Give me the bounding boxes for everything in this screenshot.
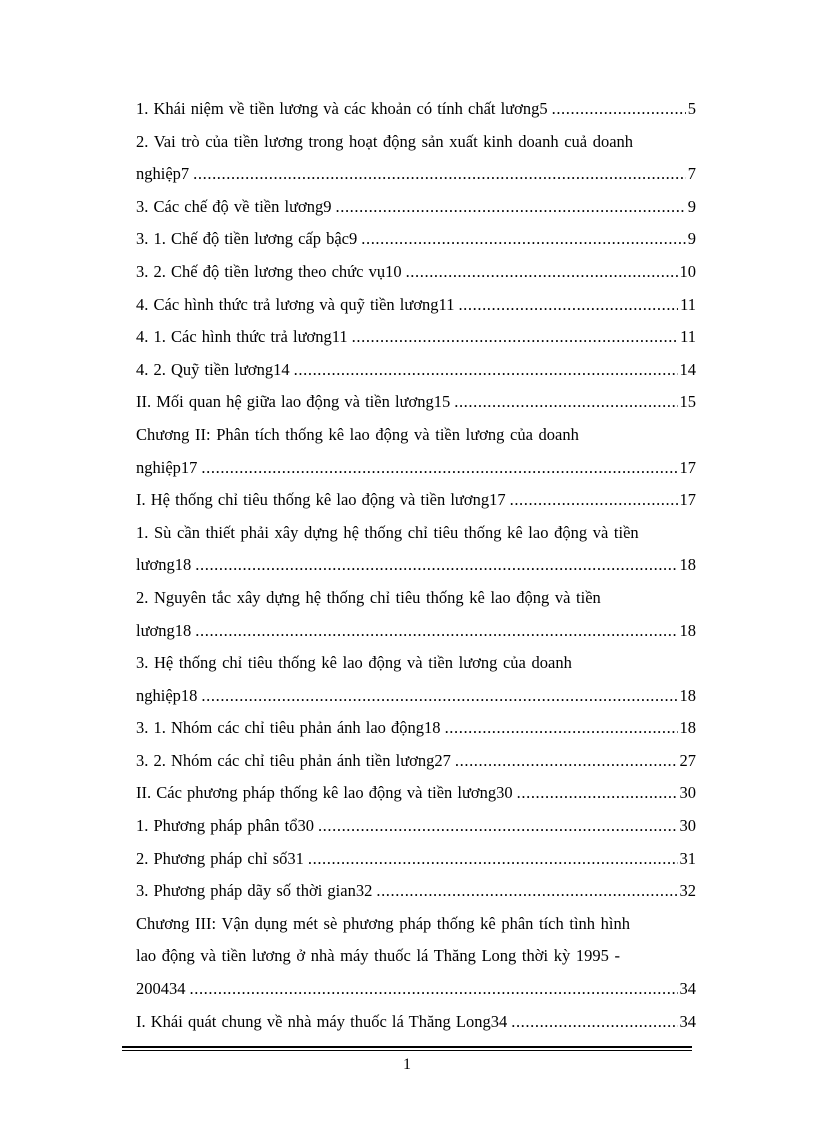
toc-entry-title: lương18 xyxy=(136,555,192,575)
dot-leader xyxy=(201,452,677,485)
toc-page-number: 18 xyxy=(679,685,696,705)
toc-page-number: 18 xyxy=(679,555,696,575)
toc-entry-title: 3. Phương pháp dãy số thời gian32 xyxy=(136,881,373,901)
toc-page-number: 14 xyxy=(679,359,696,379)
dot-leader xyxy=(406,256,678,289)
dot-leader xyxy=(318,810,678,843)
dot-leader xyxy=(201,680,677,713)
toc-page-number: 15 xyxy=(679,392,696,412)
toc-entry[interactable] xyxy=(136,908,696,1006)
toc-entry-title-line: 3. Hệ thống chỉ tiêu thống kê lao động và tiền lương của doanh xyxy=(136,653,572,673)
toc-entry-title-line: 2. Vai trò của tiền lương trong hoạt động sản xuất kinh doanh cuả doanh xyxy=(136,131,634,151)
toc-entry[interactable] xyxy=(136,386,696,419)
toc-entry-title: 1. Phương pháp phân tổ30 xyxy=(136,816,314,836)
toc-entry-title: 3. 1. Chế độ tiền lương cấp bậc9 xyxy=(136,229,358,249)
toc-page-number: 30 xyxy=(679,783,696,803)
toc-page-number: 10 xyxy=(679,261,696,281)
toc-page-number: 31 xyxy=(679,848,696,868)
dot-leader xyxy=(510,484,678,517)
toc-entry-title-line: 1. Sù cần thiết phải xây dựng hệ thống chỉ tiêu thống kê lao động và tiền xyxy=(136,522,639,542)
dot-leader xyxy=(455,745,678,778)
toc-entry-title: 3. 2. Nhóm các chỉ tiêu phản ánh tiền lương27 xyxy=(136,750,451,770)
toc-entry[interactable] xyxy=(136,517,696,582)
toc-entry-title: nghiệp18 xyxy=(136,685,198,705)
toc-entry-title: 3. Các chế độ về tiền lương9 xyxy=(136,196,332,216)
toc-entry[interactable] xyxy=(136,354,696,387)
toc-page-number: 30 xyxy=(679,816,696,836)
toc-entry-title: 4. 2. Quỹ tiền lương14 xyxy=(136,359,290,379)
toc-entry-title: 4. Các hình thức trả lương và quỹ tiền lương11 xyxy=(136,294,455,314)
toc-entry-title: 200434 xyxy=(136,979,186,999)
toc-entry[interactable] xyxy=(136,712,696,745)
toc-page-number: 11 xyxy=(680,294,696,314)
dot-leader xyxy=(193,158,686,191)
toc-entry[interactable] xyxy=(136,256,696,289)
toc-page-number: 9 xyxy=(687,196,696,216)
dot-leader xyxy=(511,1006,677,1039)
toc-entry-title: 2. Phương pháp chỉ số31 xyxy=(136,848,304,868)
toc-entry-title: lương18 xyxy=(136,620,192,640)
toc-entry-title: 1. Khái niệm về tiền lương và các khoản có tính chất lương5 xyxy=(136,99,548,118)
toc-entry[interactable] xyxy=(136,843,696,876)
toc-entry[interactable] xyxy=(136,582,696,647)
toc-page-number: 5 xyxy=(687,99,696,118)
toc-entry[interactable] xyxy=(136,289,696,322)
dot-leader xyxy=(458,289,678,322)
toc-page-number: 32 xyxy=(679,881,696,901)
dot-leader xyxy=(376,875,677,908)
toc-entry-title: 4. 1. Các hình thức trả lương11 xyxy=(136,327,348,347)
page-footer xyxy=(122,1046,692,1074)
table-of-contents xyxy=(136,93,696,1038)
dot-leader xyxy=(195,549,677,582)
toc-entry[interactable] xyxy=(136,1006,696,1039)
dot-leader xyxy=(336,191,686,224)
dot-leader xyxy=(552,93,686,126)
dot-leader xyxy=(517,777,678,810)
dot-leader xyxy=(190,973,678,1006)
toc-entry-title: I. Hệ thống chỉ tiêu thống kê lao động và tiền lương17 xyxy=(136,490,506,510)
dot-leader xyxy=(352,321,678,354)
dot-leader xyxy=(361,223,686,256)
toc-entry-title: I. Khái quát chung về nhà máy thuốc lá Thăng Long34 xyxy=(136,1011,508,1031)
toc-entry[interactable] xyxy=(136,777,696,810)
toc-entry-title: nghiệp17 xyxy=(136,457,198,477)
toc-entry[interactable] xyxy=(136,419,696,484)
toc-entry[interactable] xyxy=(136,191,696,224)
toc-page-number: 34 xyxy=(679,979,696,999)
footer-rule-thin xyxy=(122,1050,692,1051)
dot-leader xyxy=(454,386,677,419)
toc-entry[interactable] xyxy=(136,647,696,712)
toc-page-number: 34 xyxy=(679,1011,696,1031)
toc-entry[interactable] xyxy=(136,223,696,256)
toc-entry[interactable] xyxy=(136,484,696,517)
toc-entry-title: II. Mối quan hệ giữa lao động và tiền lương15 xyxy=(136,392,451,412)
dot-leader xyxy=(308,843,678,876)
toc-entry[interactable] xyxy=(136,126,696,191)
toc-page-number: 9 xyxy=(687,229,696,249)
toc-entry[interactable] xyxy=(136,875,696,908)
toc-page-number: 11 xyxy=(680,327,696,347)
toc-page-number: 7 xyxy=(687,164,696,184)
toc-entry[interactable] xyxy=(136,321,696,354)
dot-leader xyxy=(195,615,677,648)
toc-entry-title: 3. 2. Chế độ tiền lương theo chức vụ10 xyxy=(136,261,402,281)
page-number: 1 xyxy=(403,1056,411,1073)
toc-entry-title: nghiệp7 xyxy=(136,164,190,184)
toc-entry-title-line: 2. Nguyên tắc xây dựng hệ thống chỉ tiêu thống kê lao động và tiền xyxy=(136,587,601,607)
toc-entry-title: II. Các phương pháp thống kê lao động và tiền lương30 xyxy=(136,783,513,803)
toc-page-number: 18 xyxy=(679,718,696,738)
toc-entry-title: 3. 1. Nhóm các chỉ tiêu phản ánh lao động18 xyxy=(136,718,441,738)
toc-page-number: 27 xyxy=(679,750,696,770)
toc-page-number: 17 xyxy=(679,457,696,477)
toc-page-number: 17 xyxy=(679,490,696,510)
toc-entry-title-line: Chương II: Phân tích thống kê lao động và tiền lương của doanh xyxy=(136,424,579,444)
dot-leader xyxy=(445,712,678,745)
toc-entry[interactable] xyxy=(136,93,696,126)
toc-entry[interactable] xyxy=(136,745,696,778)
dot-leader xyxy=(294,354,678,387)
toc-entry[interactable] xyxy=(136,810,696,843)
toc-page-number: 18 xyxy=(679,620,696,640)
toc-entry-title-line: Chương III: Vận dụng mét sè phương pháp thống kê phân tích tình hình xyxy=(136,913,631,933)
toc-entry-title-line: lao động và tiền lương ở nhà máy thuốc lá Thăng Long thời kỳ 1995 - xyxy=(136,946,620,966)
